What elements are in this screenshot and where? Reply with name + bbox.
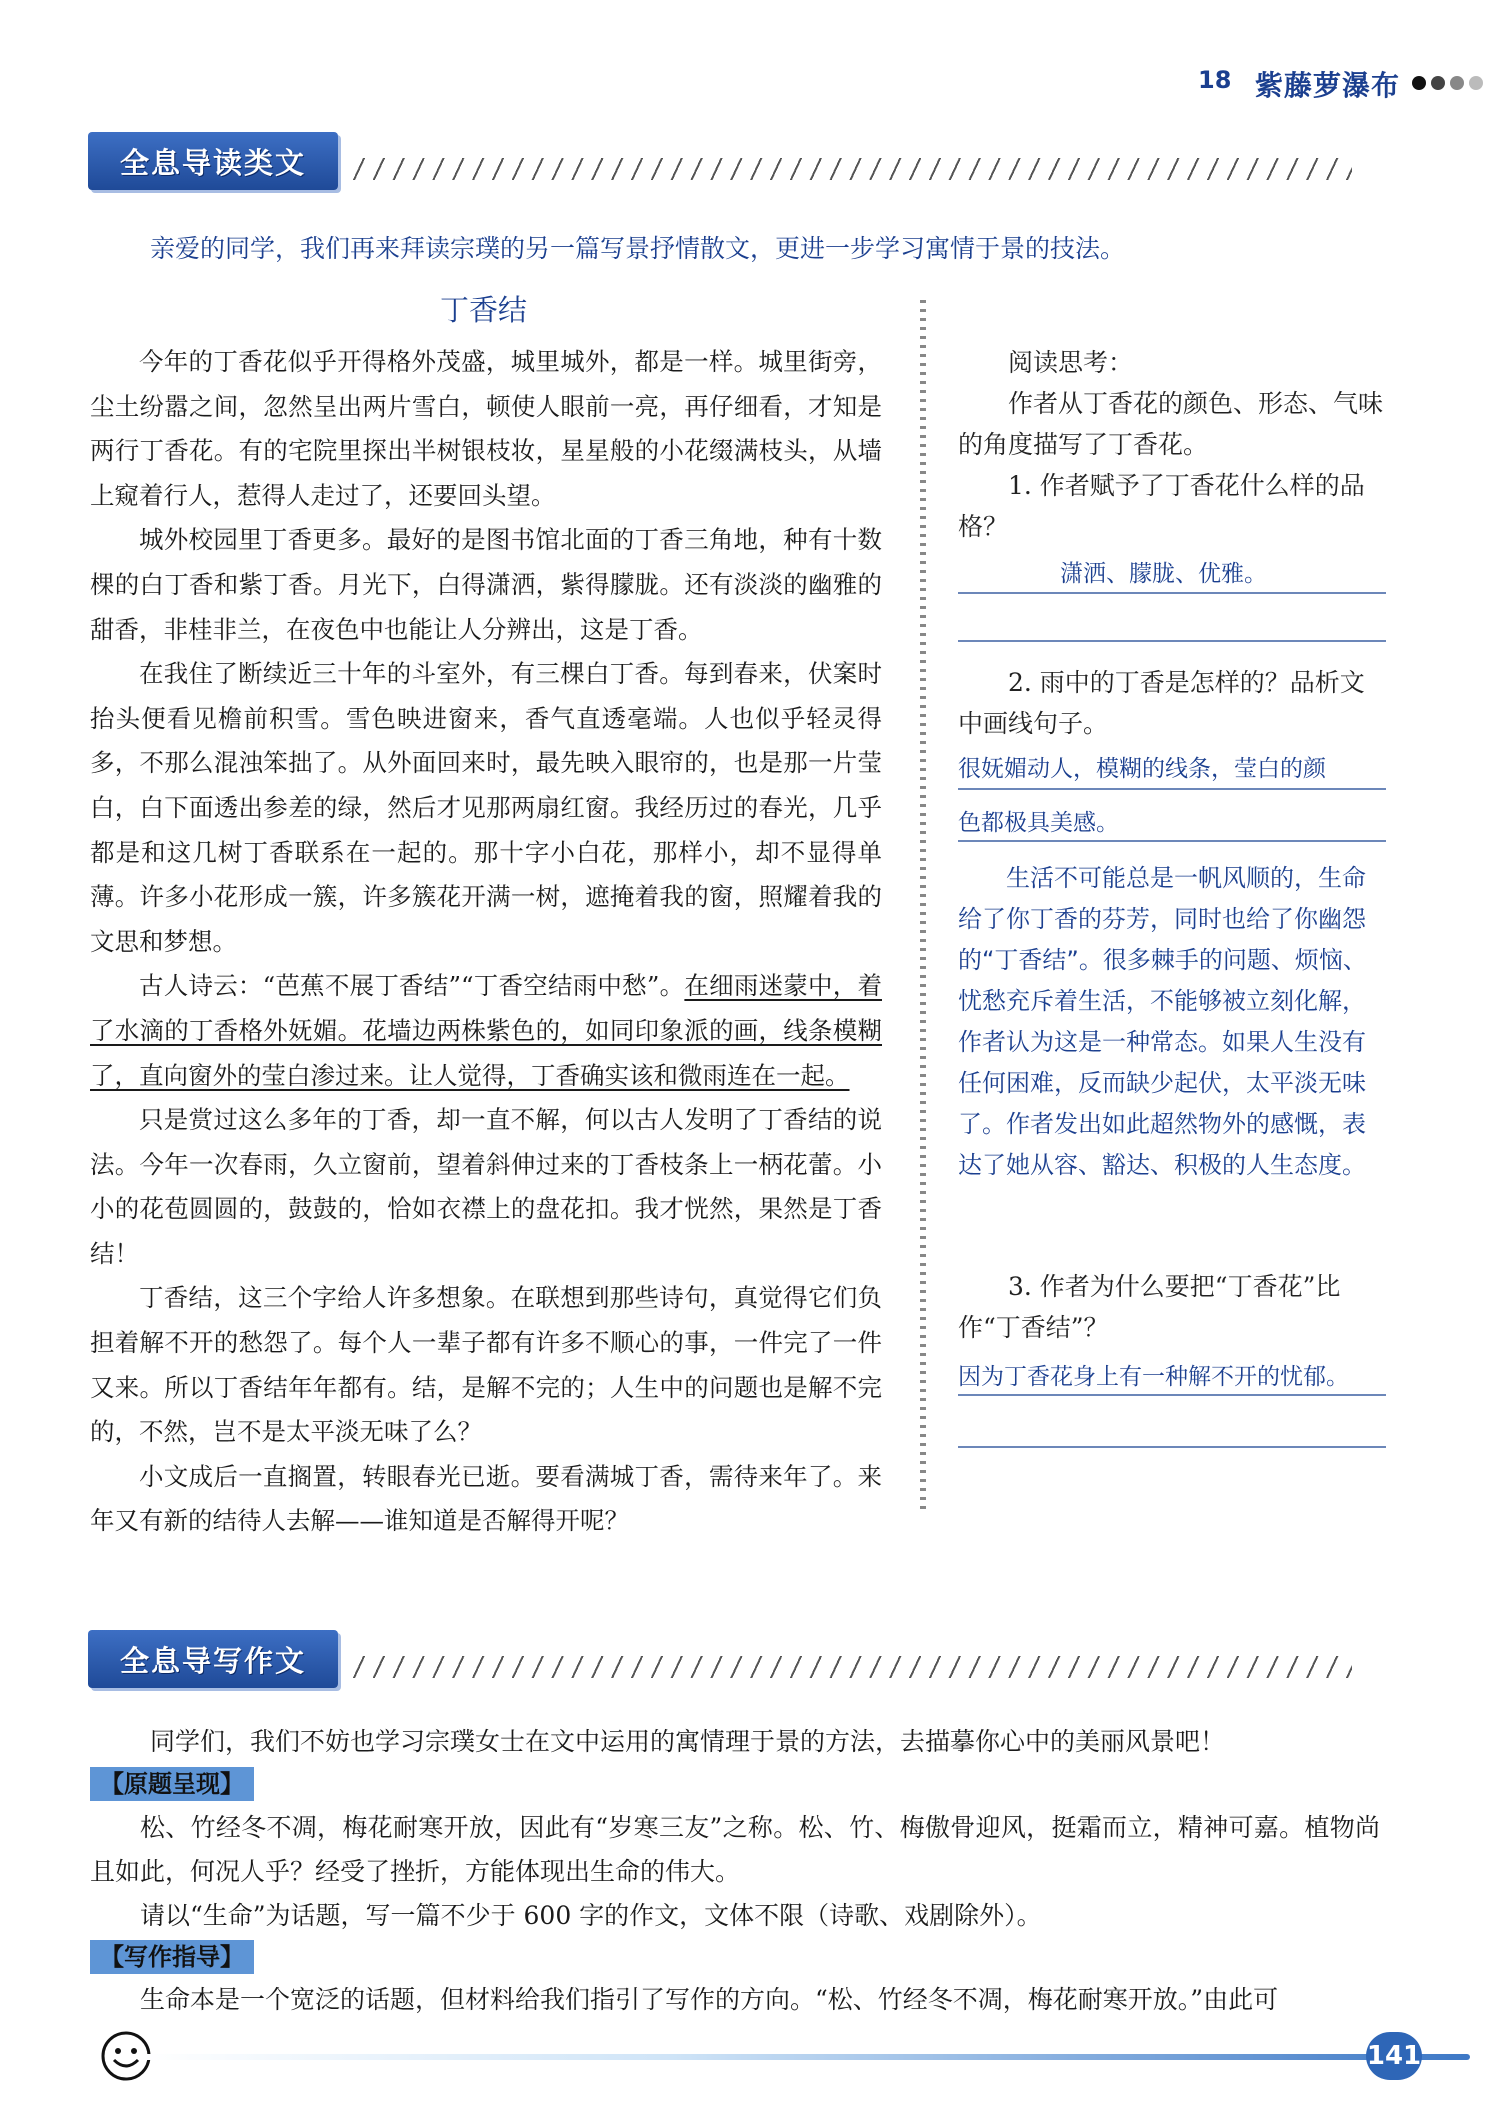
section-banner-writing [88,1630,338,1688]
section-intro: 亲爱的同学，我们再来拜读宗璞的另一篇写景抒情散文，更进一步学习寓情于景的技法。 [150,234,1126,263]
paragraph-lead: 古人诗云：“芭蕉不展丁香结”“丁香空结雨中愁”。 [139,971,685,1001]
page-number: 141 [1366,2032,1422,2080]
footer-rule [140,2054,1470,2060]
essay-paragraph: 今年的丁香花似乎开得格外茂盛，城里城外，都是一样。城里街旁，尘土纷嚣之间，忽然呈出两片雪白，顿使人眼前一亮，再仔细看，才知是两行丁香花。有的宅院里探出半树银枝妆，星星般的小花缀满枝头，从墙上窥着行人，惹得人走过了，还要回头望。 [90,347,882,510]
answer-line [958,640,1386,642]
banner-label: 全息导读类文 [119,145,306,180]
answer-line [958,788,1386,790]
header-title: 紫藤萝瀑布 [1255,69,1401,102]
tag-original-question: 【原题呈现】 [90,1767,254,1801]
side-lead: 作者从丁香花的颜色、形态、气味的角度描写了丁香花。 [958,389,1384,459]
side-comment: 生活不可能总是一帆风顺的，生命给了你丁香的芬芳，同时也给了你幽怨的“丁香结”。很多棘手的问题、烦恼、忧愁充斥着生活，不能够被立刻化解，作者认为这是一种常态。如果人生没有任何困难，反而缺少起伏，太平淡无味了。作者发出如此超然物外的感慨，表达了她从容、豁达、积极的人生态度。 [958,864,1367,1179]
guide-text: 生命本是一个宽泛的话题，但材料给我们指引了写作的方向。“松、竹经冬不凋，梅花耐寒开放。”由此可 [140,1985,1279,2014]
column-divider [920,300,926,1510]
banner-hatch-decoration [352,158,1352,180]
answer-line [958,592,1386,594]
underlined-sentence: 在细雨迷蒙中，着了水滴的丁香格外妩媚。花墙边两株紫色的，如同印象派的画，线条模糊了，直向窗外的莹白渗过来。 [90,971,882,1090]
essay-body [90,340,882,1544]
banner-hatch-decoration [352,1656,1352,1678]
answer-line [958,840,1386,842]
answer-line [958,1394,1386,1396]
essay-paragraph [90,964,882,1098]
essay-paragraph: 城外校园里丁香更多。最好的是图书馆北面的丁香三角地，种有十数棵的白丁香和紫丁香。月光下，白得潇洒，紫得朦胧。还有淡淡的幽雅的甜香，非桂非兰，在夜色中也能让人分辨出，这是丁香。 [90,525,882,644]
header-page-number: 18 [1198,66,1232,94]
answer-2-line-1: 很妩媚动人，模糊的线条，莹白的颜 [958,756,1326,782]
essay-paragraph: 丁香结，这三个字给人许多想象。在联想到那些诗句，真觉得它们负担着解不开的愁怨了。每个人一辈子都有许多不顺心的事，一件完了一件又来。所以丁香结年年都有。结，是解不完的；人生中的问题也是解不完的，不然，岂不是太平淡无味了么？ [90,1283,882,1447]
tag-writing-guide: 【写作指导】 [90,1940,254,1974]
question-1: 1. 作者赋予了丁香花什么样的品格？ [958,471,1365,541]
essay-paragraph: 只是赏过这么多年的丁香，却一直不解，何以古人发明了丁香结的说法。今年一次春雨，久立窗前，望着斜伸过来的丁香枝条上一柄花蕾。小小的花苞圆圆的，鼓鼓的，恰如衣襟上的盘花扣。我才恍然，果然是丁香结！ [90,1105,882,1268]
essay-paragraph: 小文成后一直搁置，转眼春光已逝。要看满城丁香，需待来年了。来年又有新的结待人去解——谁知道是否解得开呢？ [90,1461,882,1536]
underlined-sentence-tail: 让人觉得，丁香确实该和微雨连在一起。 [408,1060,850,1090]
writing-intro: 同学们，我们不妨也学习宗璞女士在文中运用的寓情理于景的方法，去描摹你心中的美丽风景吧！ [150,1727,1226,1756]
essay-title: 丁香结 [440,293,528,327]
requirement-text: 请以“生命”为话题，写一篇不少于 600 字的作文，文体不限（诗歌、戏剧除外）。 [140,1901,1042,1930]
side-heading: 阅读思考： [1008,348,1134,377]
header-dots [1412,76,1483,90]
answer-3: 因为丁香花身上有一种解不开的忧郁。 [958,1364,1349,1390]
essay-paragraph: 在我住了断续近三十年的斗室外，有三棵白丁香。每到春来，伏案时抬头便看见檐前积雪。雪色映进窗来，香气直透毫端。人也似乎轻灵得多，不那么混浊笨拙了。从外面回来时，最先映入眼帘的，也是那一片莹白，白下面透出参差的绿，然后才见那两扇红窗。我经历过的春光，几乎都是和这几树丁香联系在一起的。那十字小白花，那样小，却不显得单薄。许多小花形成一簇，许多簇花开满一树，遮掩着我的窗，照耀着我的文思和梦想。 [90,659,882,956]
banner-label: 全息导写作文 [119,1643,306,1678]
answer-line [958,1446,1386,1448]
answer-1: 潇洒、朦胧、优雅。 [1060,561,1267,587]
section-banner-reading [88,132,338,190]
answer-2-line-2: 色都极具美感。 [958,810,1119,836]
question-text: 松、竹经冬不凋，梅花耐寒开放，因此有“岁寒三友”之称。松、竹、梅傲骨迎风，挺霜而立，精神可嘉。植物尚且如此，何况人乎？经受了挫折，方能体现出生命的伟大。 [90,1813,1380,1886]
question-3: 3. 作者为什么要把“丁香花”比作“丁香结”？ [958,1272,1341,1342]
question-2: 2. 雨中的丁香是怎样的？品析文中画线句子。 [958,668,1365,738]
